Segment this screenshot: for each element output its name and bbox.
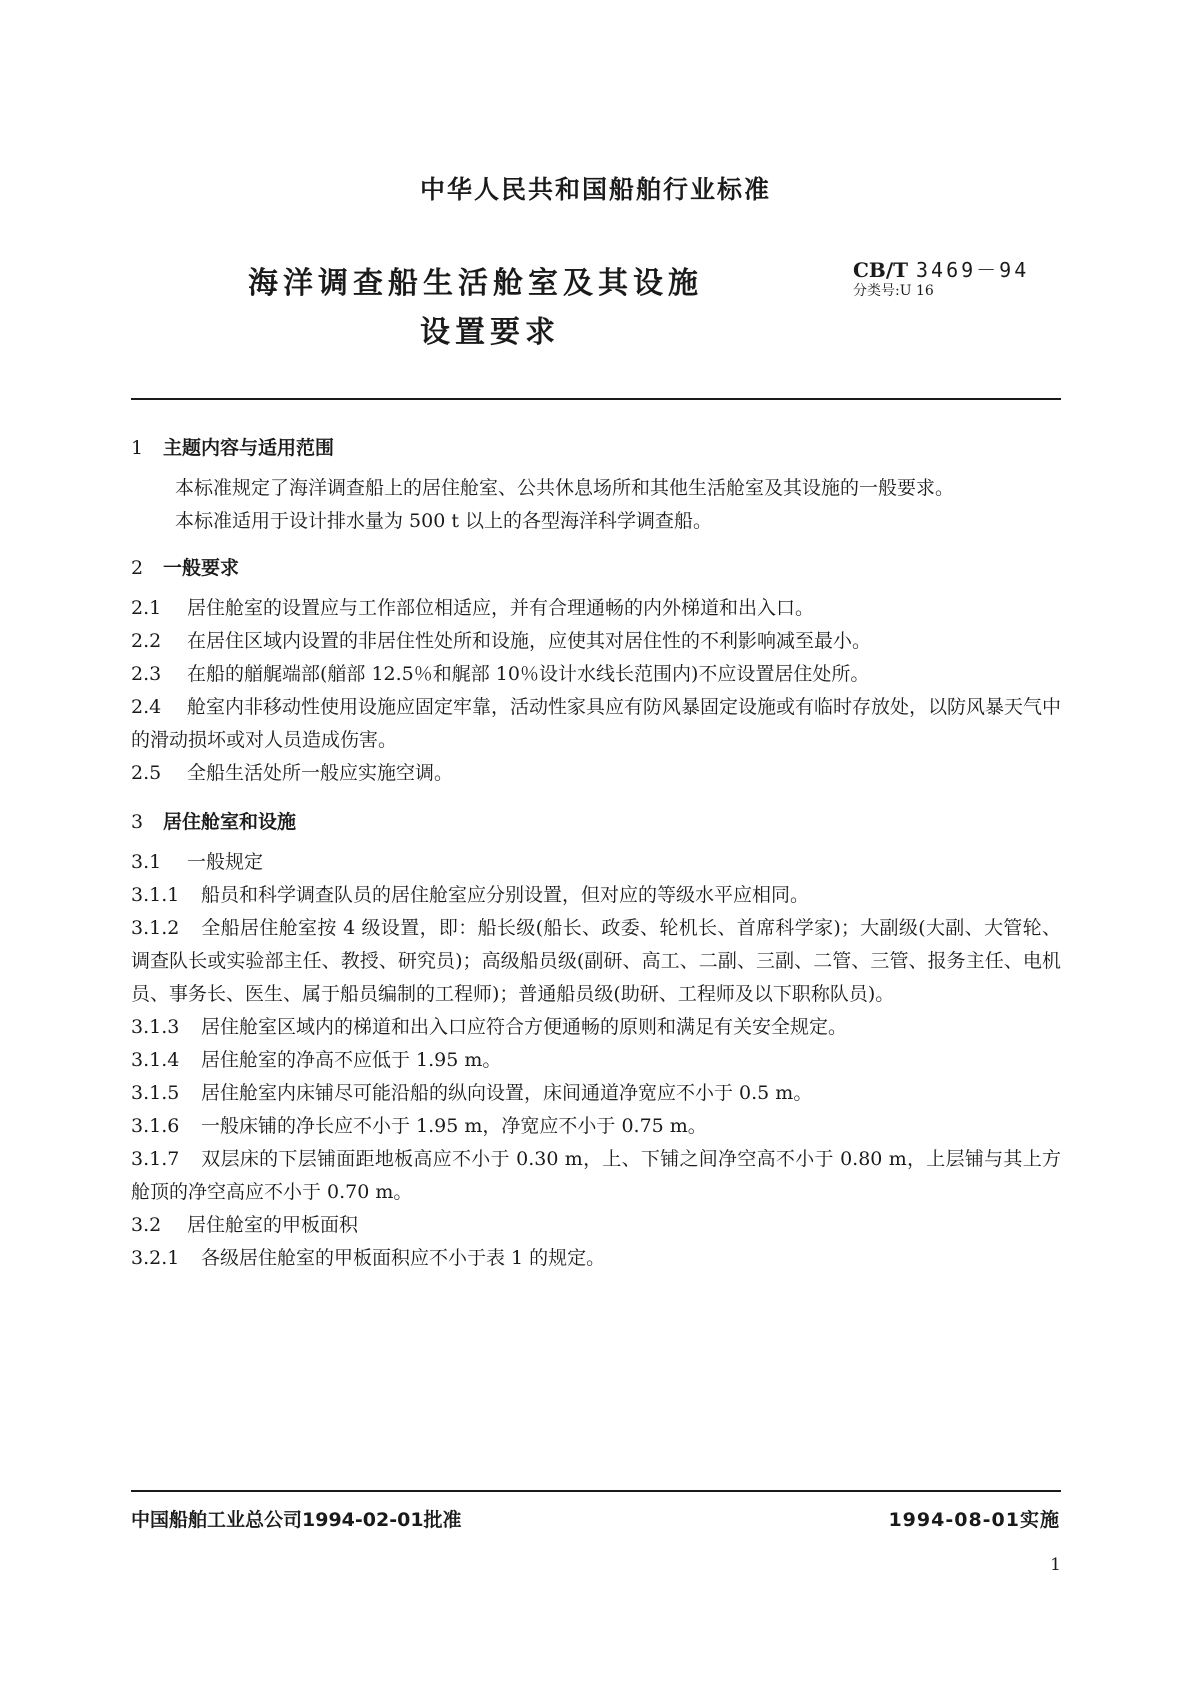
clause-text: 一般规定 [187,851,264,873]
clause-2-1 [131,592,1061,625]
clause-number: 2.2 [131,630,162,652]
clause-3-1-1 [131,879,1061,912]
standard-code-prefix: CB/T [853,258,909,282]
section-title: 一般要求 [163,557,240,579]
section-1-paragraph-2: 本标准适用于设计排水量为 500 t 以上的各型海洋科学调查船。 [175,510,713,532]
clause-3-2-1 [131,1242,1061,1275]
clause-text: 在居住区域内设置的非居住性处所和设施，应使其对居住性的不利影响减至最小。 [187,630,872,652]
clause-number: 3.1.5 [131,1082,180,1104]
section-2-heading [131,553,239,580]
standard-code [853,254,1029,283]
clause-number: 2.3 [131,663,162,685]
clause-2-5 [131,757,1061,790]
section-number: 2 [131,557,144,579]
clause-number: 2.5 [131,762,162,784]
document-title-line2: 设置要求 [420,315,560,350]
clause-number: 3.1.1 [131,884,180,906]
clause-3-1-4 [131,1044,1061,1077]
document-title-line1: 海洋调查船生活舱室及其设施 [248,266,703,301]
clause-number: 3.2 [131,1214,162,1236]
classification-number: 分类号:U 16 [853,283,934,299]
clause-3-1-5 [131,1077,1061,1110]
approval-line: 中国船舶工业总公司1994-02-01批准 [131,1509,462,1531]
clause-text: 居住舱室的净高不应低于 1.95 m。 [201,1049,502,1071]
standard-code-number: 3469－94 [916,258,1030,282]
clause-text: 双层床的下层铺面距地板高应不小于 0.30 m，上、下铺之间净空高不小于 0.80 m，上层铺与其上方舱顶的净空高应不小于 0.70 m。 [131,1148,1061,1203]
clause-text: 一般床铺的净长应不小于 1.95 m，净宽应不小于 0.75 m。 [201,1115,707,1137]
standard-org-heading: 中华人民共和国船舶行业标准 [419,175,771,204]
clause-number: 3.1.7 [131,1148,180,1170]
clause-number: 2.4 [131,696,162,718]
clause-number: 3.1.4 [131,1049,180,1071]
section-title: 主题内容与适用范围 [163,437,335,459]
clause-3-1-3 [131,1011,1061,1044]
clause-text: 居住舱室区域内的梯道和出入口应符合方便通畅的原则和满足有关安全规定。 [201,1016,848,1038]
clause-3-1-2 [131,912,1061,1011]
clause-text: 全船生活处所一般应实施空调。 [187,762,454,784]
clause-number: 3.1.3 [131,1016,180,1038]
section-1-heading [131,433,334,460]
clause-text: 舱室内非移动性使用设施应固定牢靠，活动性家具应有防风暴固定设施或有临时存放处，以防风暴天气中的滑动损坏或对人员造成伤害。 [131,696,1062,751]
clause-3-2 [131,1209,1061,1242]
clause-text: 在船的艏艉端部(艏部 12.5％和艉部 10％设计水线长范围内)不应设置居住处所。 [187,663,870,685]
clause-text: 居住舱室的设置应与工作部位相适应，并有合理通畅的内外梯道和出入口。 [187,597,815,619]
clause-2-3 [131,658,1061,691]
clause-number: 3.2.1 [131,1247,180,1269]
clause-3-1 [131,846,1061,879]
section-number: 3 [131,811,144,833]
clause-number: 3.1.2 [131,917,180,939]
clause-number: 3.1 [131,851,162,873]
clause-3-1-6 [131,1110,1061,1143]
section-3-heading [131,807,296,834]
header-divider [131,398,1061,400]
clause-number: 2.1 [131,597,162,619]
clause-text: 居住舱室的甲板面积 [187,1214,359,1236]
section-number: 1 [131,437,144,459]
clause-text: 全船居住舱室按 4 级设置，即：船长级(船长、政委、轮机长、首席科学家)；大副级(大副、大管轮、调查队长或实验部主任、教授、研究员)；高级船员级(副研、高工、二副、三副、二管、三管、报务主任、电机员、事务长、医生、属于船员编制的工程师)；普通船员级(助研、工程师及以下职称队员)。 [131,917,1061,1005]
clause-2-4 [131,691,1061,757]
footer-divider [131,1490,1061,1492]
clause-text: 船员和科学调查队员的居住舱室应分别设置，但对应的等级水平应相同。 [201,884,810,906]
clause-3-1-7 [131,1143,1061,1209]
section-title: 居住舱室和设施 [163,811,297,833]
section-1-paragraph-1: 本标准规定了海洋调查船上的居住舱室、公共休息场所和其他生活舱室及其设施的一般要求。 [175,477,955,499]
clause-text: 居住舱室内床铺尽可能沿船的纵向设置，床间通道净宽应不小于 0.5 m。 [201,1082,813,1104]
clause-text: 各级居住舱室的甲板面积应不小于表 1 的规定。 [201,1247,606,1269]
page-number: 1 [1050,1555,1061,1575]
clause-number: 3.1.6 [131,1115,180,1137]
clause-2-2 [131,625,1061,658]
effective-date: 1994-08-01实施 [888,1509,1060,1531]
